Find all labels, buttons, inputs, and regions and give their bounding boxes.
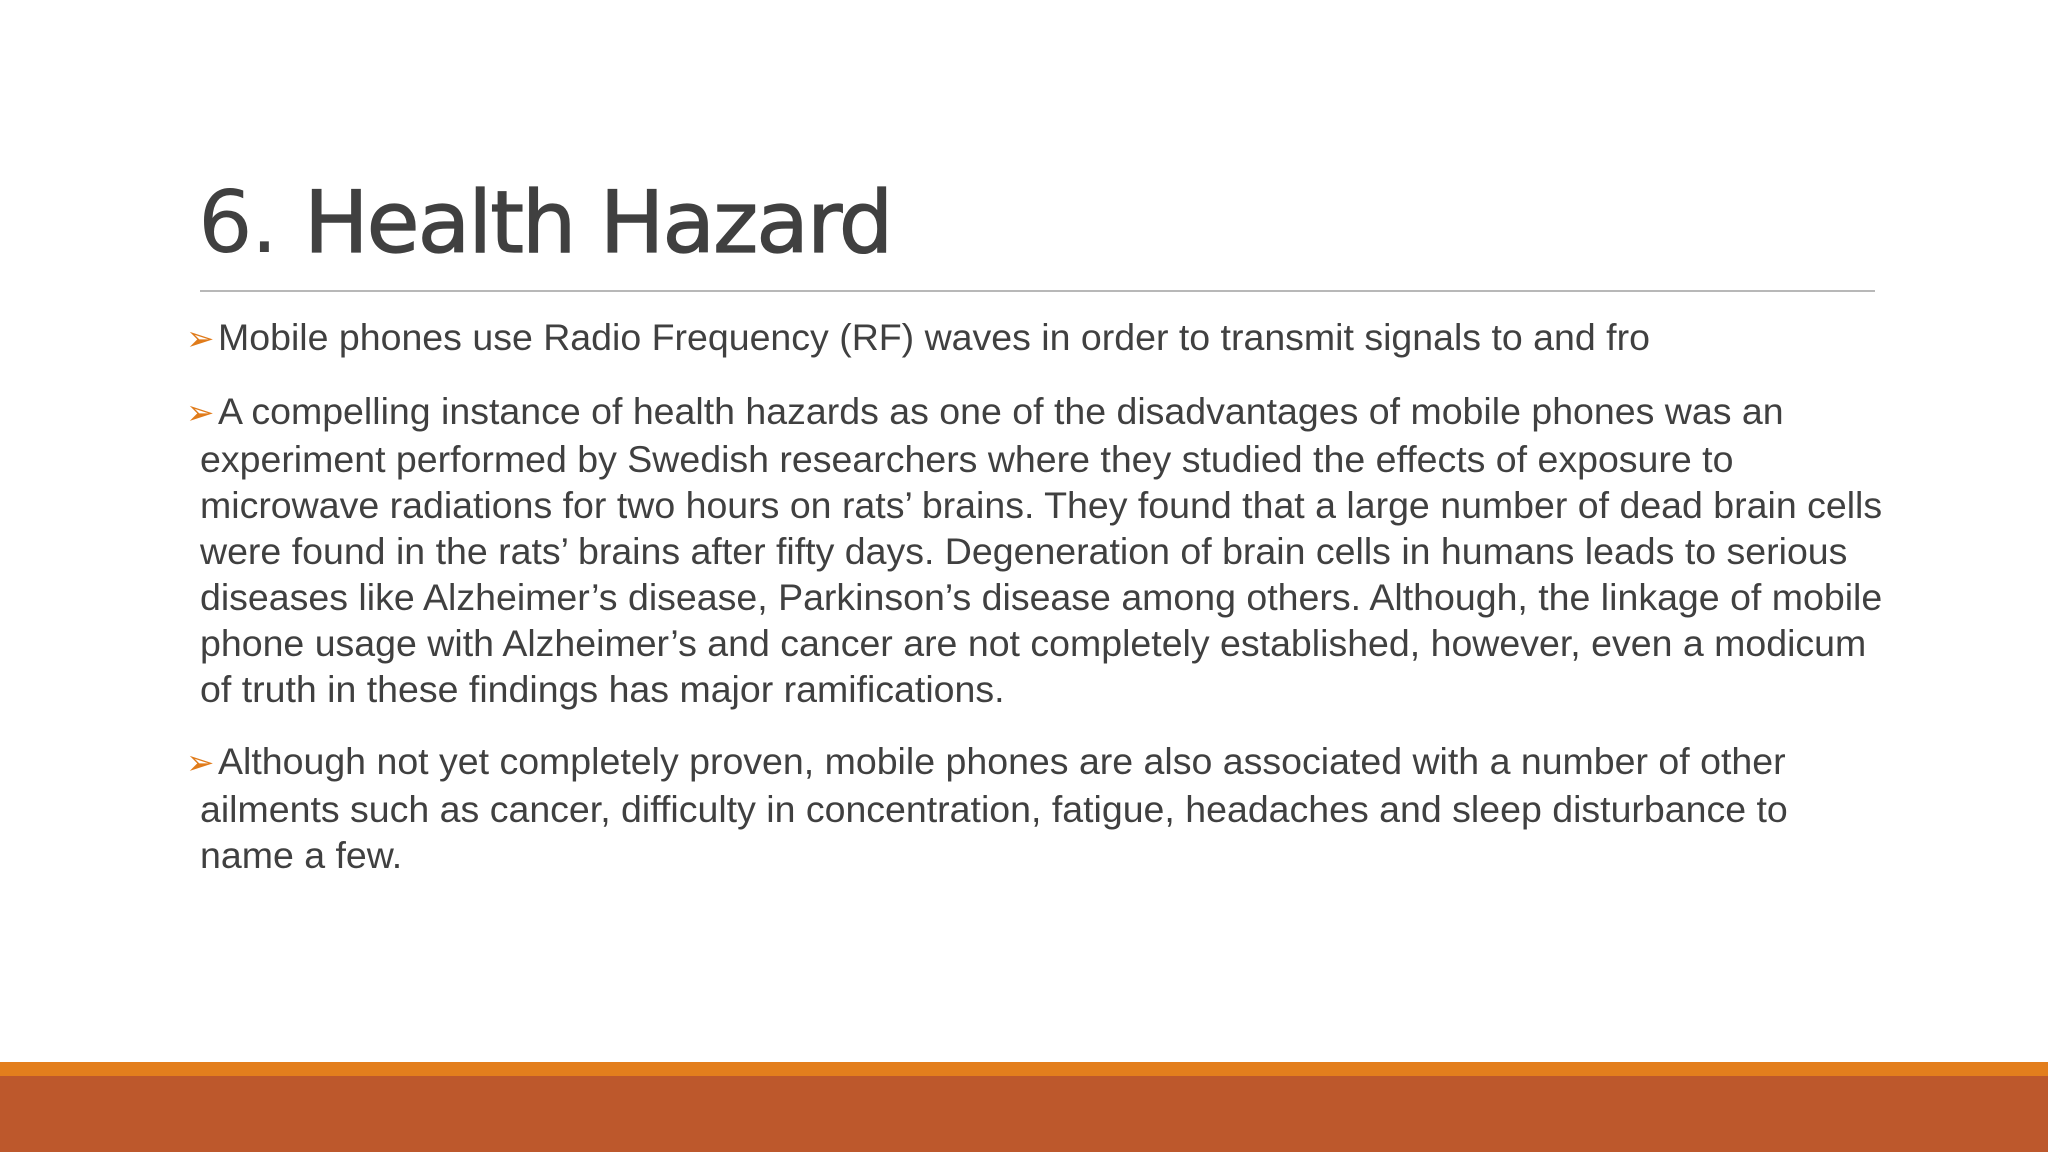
bullet-text: Mobile phones use Radio Frequency (RF) waves in order to transmit signals to and fro — [218, 316, 1650, 358]
bullet-item — [186, 388, 1886, 712]
footer-bar — [0, 1076, 2048, 1152]
bullet-item — [186, 738, 1886, 878]
arrow-bullet-icon: ➢ — [186, 319, 215, 359]
footer-accent-bar — [0, 1062, 2048, 1076]
bullet-list — [186, 314, 1886, 904]
bullet-text: Although not yet completely proven, mobile phones are also associated with a number of other ailments such as cancer, difficulty in concentration, fatigue, headaches and sleep disturbance to name a few. — [200, 740, 1788, 876]
title-number: 6. — [198, 173, 277, 273]
title-text: Health Hazard — [304, 173, 892, 273]
arrow-bullet-icon: ➢ — [186, 393, 215, 433]
bullet-text: A compelling instance of health hazards as one of the disadvantages of mobile phones was an experiment performed by Swedish researchers where they studied the effects of exposure to microwave radiations for two hours on rats’ brains. They found that a large number of dead brain cells were found in the rats’ brains after fifty days. Degeneration of brain cells in humans leads to serious diseases like Alzheimer’s disease, Parkinson’s disease among others. Although, the linkage of mobile phone usage with Alzheimer’s and cancer are not completely established, however, even a modicum of truth in these findings has major ramifications. — [200, 390, 1883, 710]
arrow-bullet-icon: ➢ — [186, 743, 215, 783]
title-divider — [200, 290, 1875, 292]
slide-title — [198, 168, 891, 278]
bullet-item — [186, 314, 1886, 362]
